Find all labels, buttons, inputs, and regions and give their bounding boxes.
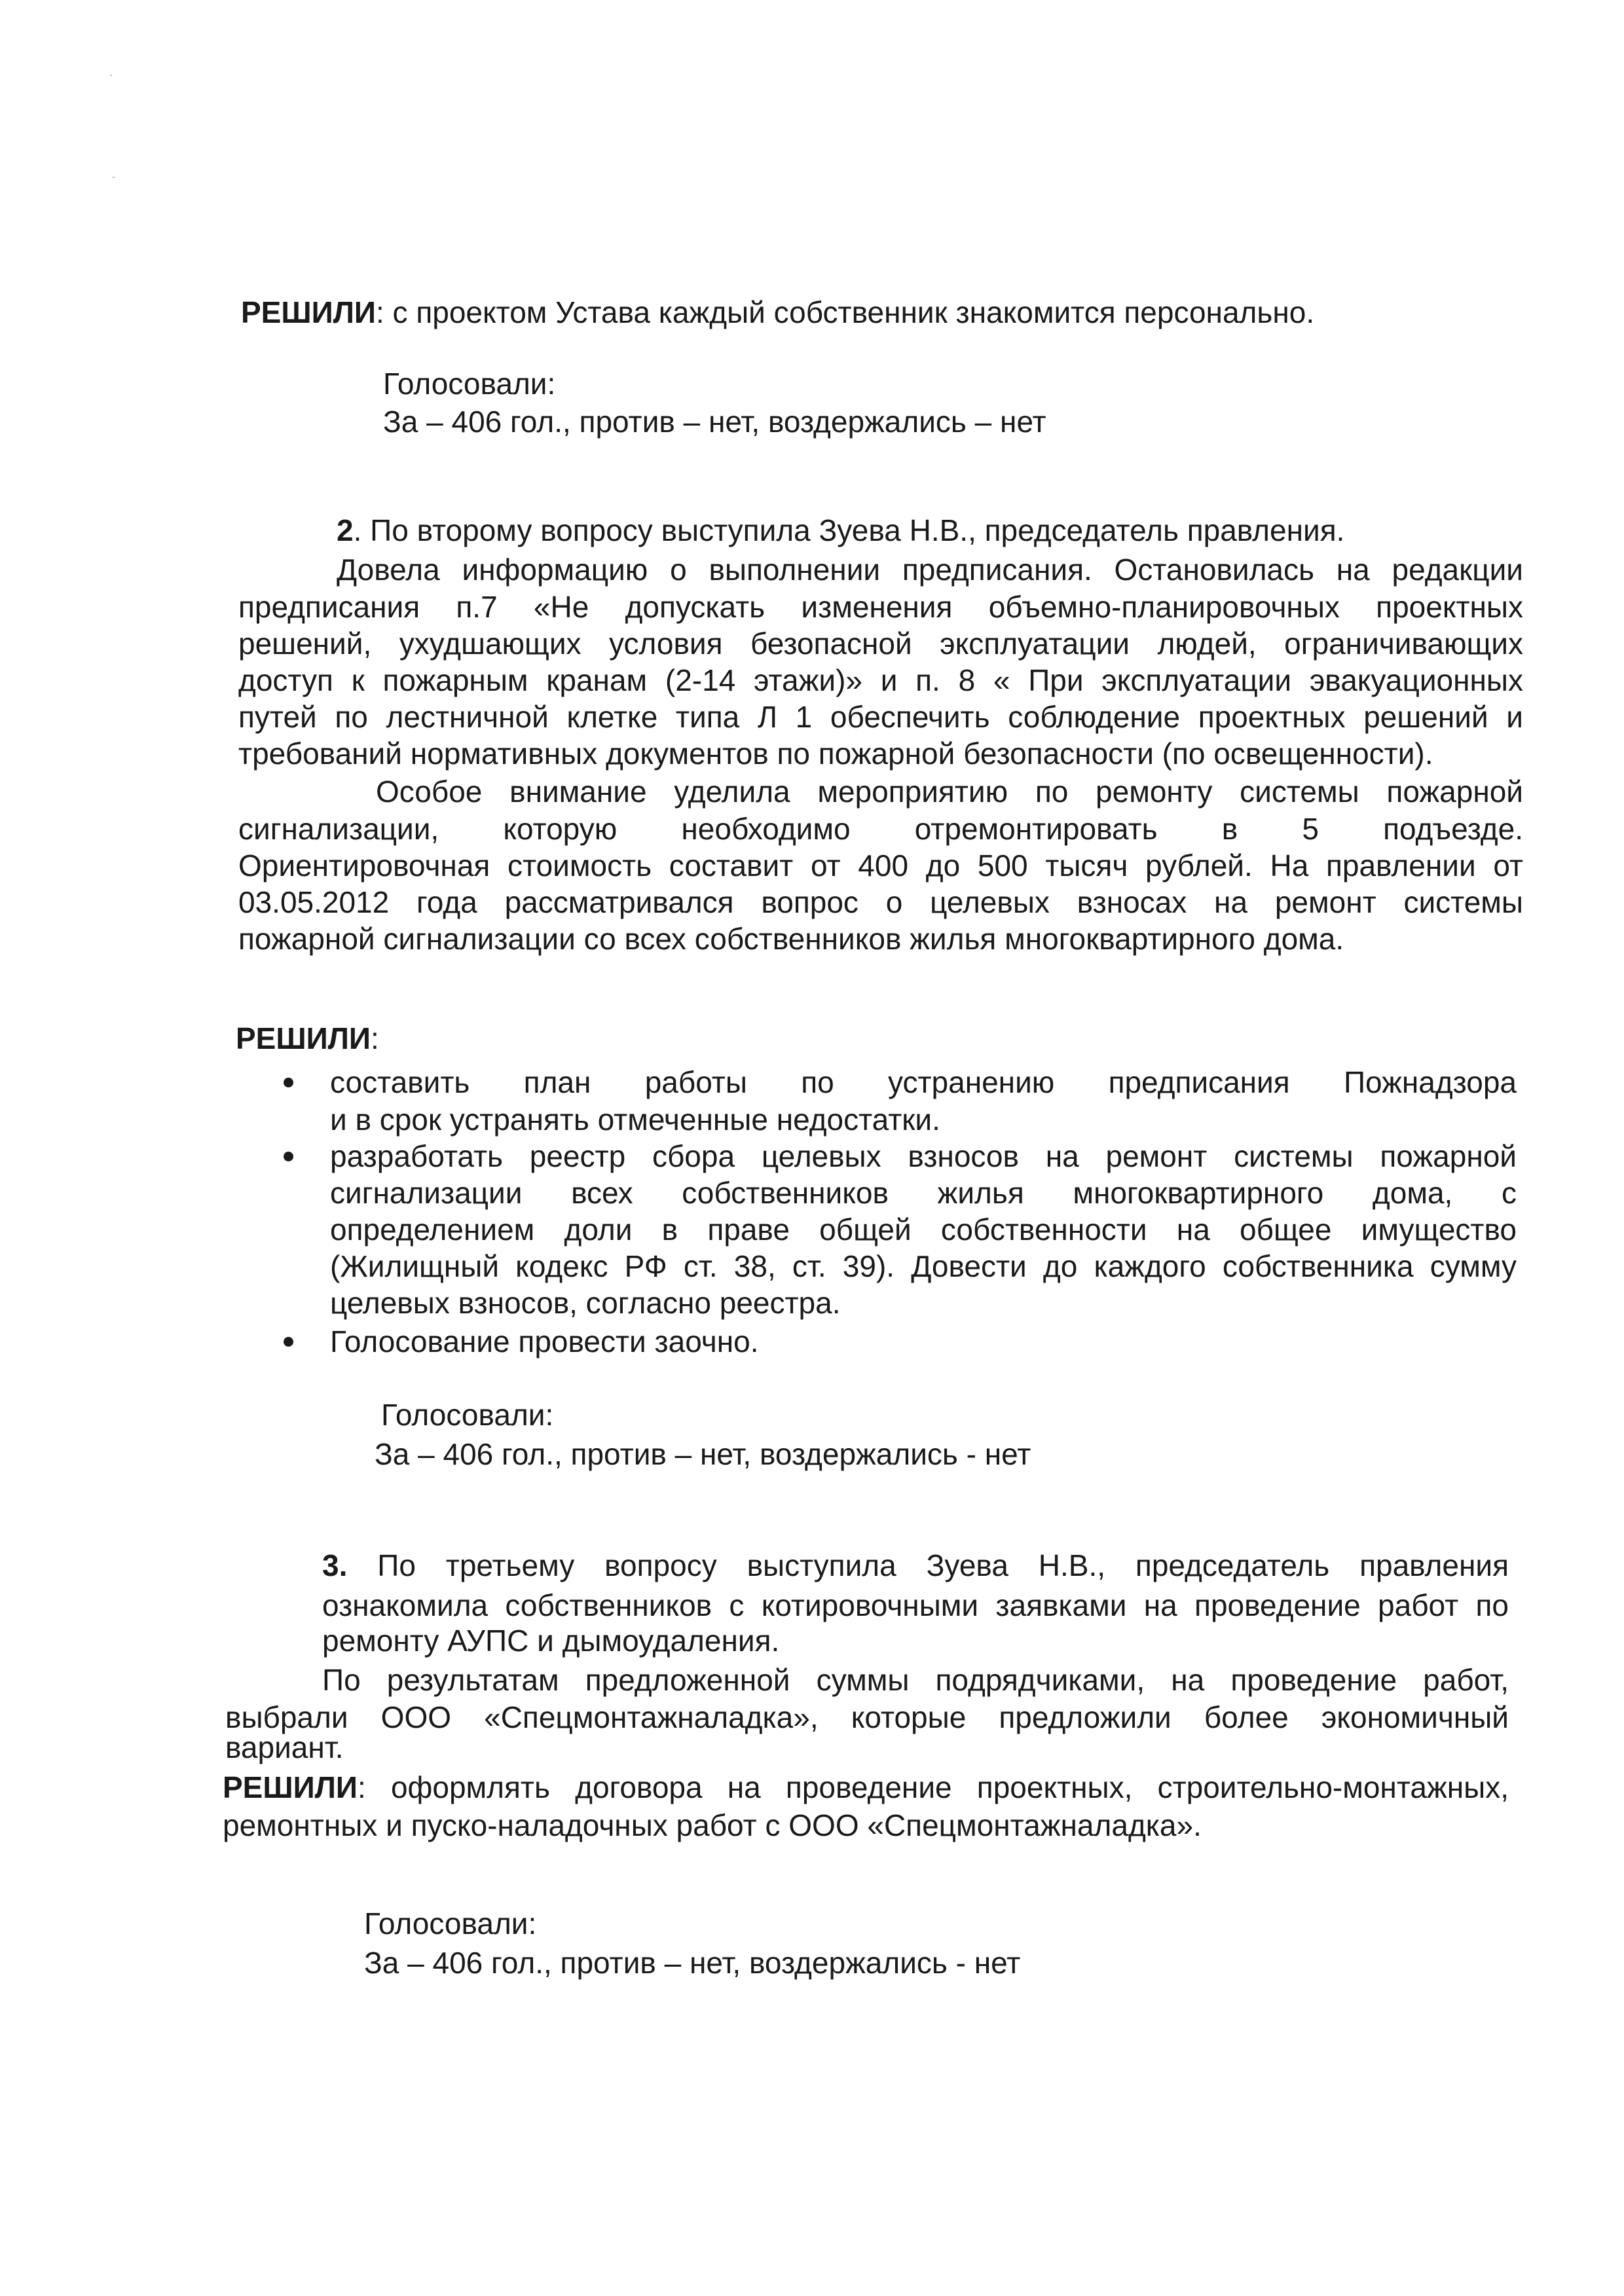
bullet-1-line: и в срок устранять отмеченные недостатки. — [330, 1102, 940, 1137]
item-2-line: доступ к пожарным кранам (2-14 этажи)» и п. 8 « При эксплуатации эвакуационных — [238, 663, 1523, 697]
bullet-2-line: целевых взносов, согласно реестра. — [330, 1286, 841, 1320]
item-2-line: сигнализации, которую необходимо отремонтировать в 5 подъезде. — [238, 812, 1523, 846]
vote-3-result: За – 406 гол., против – нет, воздержались - нет — [364, 1946, 1021, 1980]
item-2-line-0 — [337, 512, 1344, 549]
bullet-marker — [284, 1337, 293, 1347]
bullet-3-line: Голосование провести заочно. — [330, 1324, 759, 1358]
bullet-2-line: разработать реестр сбора целевых взносов на ремонт системы пожарной — [330, 1139, 1517, 1173]
bullet-marker — [284, 1152, 293, 1161]
vote-2-result: За – 406 гол., против – нет, воздержались - нет — [375, 1437, 1031, 1471]
bullet-marker — [284, 1078, 293, 1087]
item-2-line: пожарной сигнализации со всех собственников жилья многоквартирного дома. — [238, 922, 1344, 956]
item-2-line: требований нормативных документов по пожарной безопасности (по освещенности). — [238, 737, 1433, 771]
decision-1-head: РЕШИЛИ — [241, 295, 376, 329]
item-2-number: 2 — [337, 513, 354, 547]
vote-1-result: За – 406 гол., против – нет, воздержались – нет — [383, 405, 1046, 439]
item-3-line: выбрали ООО «Спецмонтажналадка», которые предложили более экономичный — [225, 1700, 1509, 1734]
item-3-text: По третьему вопросу выступила Зуева Н.В., председатель правления — [347, 1548, 1509, 1582]
item-3-line: вариант. — [225, 1730, 344, 1764]
decision-2-head: РЕШИЛИ — [236, 1021, 371, 1055]
scan-speck — [110, 75, 112, 76]
item-2-line: путей по лестничной клетке типа Л 1 обеспечить соблюдение проектных решений и — [238, 700, 1523, 734]
decision-3-line-0 — [223, 1769, 1509, 1806]
bullet-1-line: составить план работы по устранению предписания Пожнадзора — [330, 1065, 1517, 1099]
bullet-2-line: (Жилищный кодекс РФ ст. 38, ст. 39). Довести до каждого собственника сумму — [330, 1249, 1517, 1283]
vote-3-title: Голосовали: — [364, 1906, 537, 1941]
item-2-line: предписания п.7 «Не допускать изменения объемно-планировочных проектных — [238, 590, 1523, 624]
item-3-line: ознакомила собственников с котировочными заявками на проведение работ по — [322, 1588, 1509, 1622]
item-3-line: По результатам предложенной суммы подрядчиками, на проведение работ, — [322, 1663, 1509, 1697]
item-2-line: решений, ухудшающих условия безопасной эксплуатации людей, ограничивающих — [238, 627, 1523, 661]
vote-1-title: Голосовали: — [383, 367, 556, 401]
item-3-line: ремонту АУПС и дымоудаления. — [322, 1624, 780, 1658]
vote-2-title: Голосовали: — [381, 1398, 554, 1432]
item-2-line: Довела информацию о выполнении предписания. Остановилась на редакции — [337, 553, 1523, 587]
item-2-line: 03.05.2012 года рассматривался вопрос о целевых взносах на ремонт системы — [238, 885, 1523, 919]
decision-3-text: : оформлять договора на проведение проектных, строительно-монтажных, — [358, 1770, 1509, 1804]
item-3-line-0 — [322, 1547, 1509, 1584]
bullet-2-line: сигнализации всех собственников жилья многоквартирного дома, с — [330, 1176, 1517, 1210]
decision-3-head: РЕШИЛИ — [223, 1770, 358, 1804]
item-3-number: 3. — [322, 1548, 348, 1582]
item-2-line: Особое внимание уделила мероприятию по ремонту системы пожарной — [376, 774, 1523, 809]
decision-3-line: ремонтных и пуско-наладочных работ с ООО «Спецмонтажналадка». — [223, 1808, 1202, 1842]
decision-2-heading — [236, 1020, 379, 1057]
decision-1-text: : с проектом Устава каждый собственник знакомится персонально. — [376, 295, 1315, 329]
decision-2-colon: : — [371, 1021, 379, 1055]
bullet-2-line: определением доли в праве общей собственности на общее имущество — [330, 1212, 1517, 1247]
scan-speck — [113, 177, 115, 178]
decision-1 — [241, 294, 1314, 331]
item-2-line: Ориентировочная стоимость составит от 400 до 500 тысяч рублей. На правлении от — [238, 848, 1523, 883]
item-2-text: . По второму вопросу выступила Зуева Н.В., председатель правления. — [353, 513, 1345, 547]
